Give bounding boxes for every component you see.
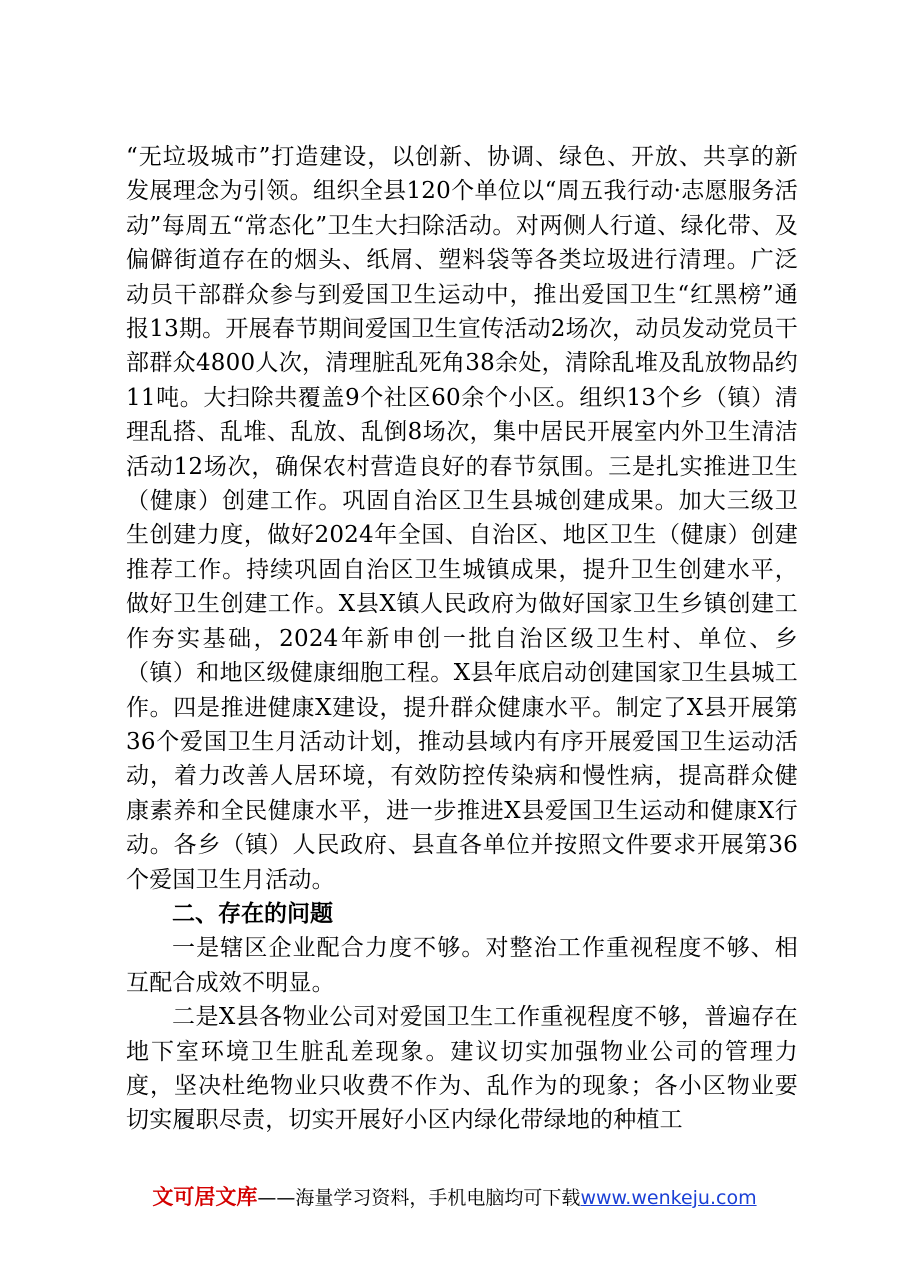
- section-heading: 二、存在的问题: [172, 900, 333, 927]
- footer-url-link[interactable]: www.wenkeju.com: [580, 1187, 757, 1209]
- body-paragraph: “无垃圾城市”打造建设，以创新、协调、绿色、开放、共享的新发展理念为引领。组织全县120个单位以“周五我行动·志愿服务活动”每周五“常态化”卫生大扫除活动。对两侧人行道、绿化带、及偏僻街道存在的烟头、纸屑、塑料袋等各类垃圾进行清理。广泛动员干部群众参与到爱国卫生运动中，推出爱国卫生“红黑榜”通报13期。开展春节期间爱国卫生宣传活动2场次，动员发动党员干部群众4800人次，清理脏乱死角38余处，清除乱堆及乱放物品约11吨。大扫除共覆盖9个社区60余个小区。组织13个乡（镇）清理乱搭、乱堆、乱放、乱倒8场次，集中居民开展室内外卫生清洁活动12场次，确保农村营造良好的春节氛围。三是扎实推进卫生（健康）创建工作。巩固自治区卫生县城创建成果。加大三级卫生创建力度，做好2024年全国、自治区、地区卫生（健康）创建推荐工作。持续巩固自治区卫生城镇成果，提升卫生创建水平，做好卫生创建工作。X县X镇人民政府为做好国家卫生乡镇创建工作夯实基础，2024年新申创一批自治区级卫生村、单位、乡（镇）和地区级健康细胞工程。X县年底启动创建国家卫生县城工作。四是推进健康X建设，提升群众健康水平。制定了X县开展第36个爱国卫生月活动计划，推动县域内有序开展爱国卫生运动活动，着力改善人居环境，有效防控传染病和慢性病，提高群众健康素养和全民健康水平，进一步推进X县爱国卫生运动和健康X行动。各乡（镇）人民政府、县直各单位并按照文件要求开展第36个爱国卫生月活动。: [126, 144, 798, 893]
- footer-brand: 文可居文库: [152, 1185, 258, 1209]
- footer-tagline: 海量学习资料，手机电脑均可下载: [295, 1187, 581, 1209]
- issue-paragraph-2: 二是X县各物业公司对爱国卫生工作重视程度不够，普遍存在地下室环境卫生脏乱差现象。建议切实加强物业公司的管理力度，坚决杜绝物业只收费不作为、乱作为的现象；各小区物业要切实履职尽责，切实开展好小区内绿化带绿地的种植工: [126, 1004, 798, 1134]
- footer-separator: ——: [257, 1187, 296, 1209]
- footer-banner: [0, 1181, 909, 1211]
- issue-paragraph-1: 一是辖区企业配合力度不够。对整治工作重视程度不够、相互配合成效不明显。: [126, 935, 798, 996]
- document-body: [126, 140, 798, 1138]
